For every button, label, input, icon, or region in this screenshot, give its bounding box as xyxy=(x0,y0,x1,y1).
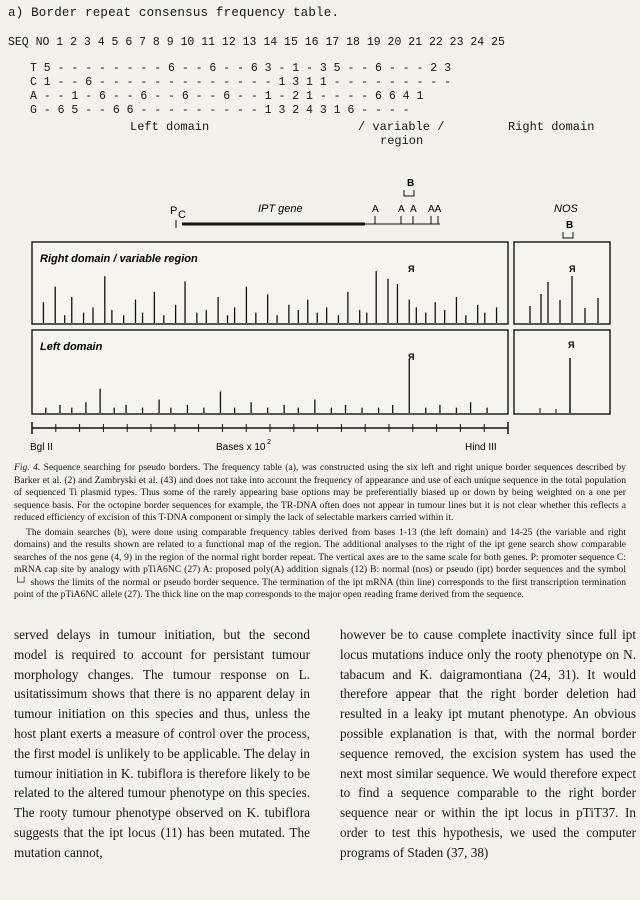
caption-text-1: Sequence searching for pseudo borders. The frequency table (a), was constructed using the six left and right unique border sequences described by Barker et al. (2) and Zambryski et al. (43) and does not take into account the frequency of appearance and use of each unique sequence in the total population of sequenced Ti plasmid types. Thus some of the rarely appearing base options may be preferentially biased up or down by being weighted on a one per sequence basis. For the octopine border sequences for example, the TR-DNA often does not appear in tumour lines but it is not clear whether this reflects a reduced efficiency of excision of this T-DNA component or simply the lack of selectable markers carried within it. xyxy=(14,462,626,523)
body-column-right: however be to cause complete inactivity since full ipt locus mutations induce only the rooty phenotype on N. tabacum and K. daigramontiana (24, 31). It would therefore appear that the right border deletion had resulted in a leaky ipt mutant phenotype. An obvious possible explanation is that, with the normal border sequence removed, the excision system has used the next most similar sequence. We would therefore expect to find a sequence comparable to the right border sequence near or within the ipt locus in pTiT37. In order to test this hypothesis, we used the computer programs of Staden (37, 38) xyxy=(340,627,636,860)
panel-top-label: Right domain / variable region xyxy=(40,253,198,265)
variable-region-label-2: region xyxy=(380,134,424,148)
panel-bottom-label: Left domain xyxy=(40,341,103,353)
table-row-c: C 1 - - 6 - - - - - - - - - - - - - 1 3 1 1 - - - - - - - - - xyxy=(30,76,451,89)
nos-border-b-mark: B xyxy=(566,220,574,231)
table-title: a) Border repeat consensus frequency table. xyxy=(8,6,340,20)
hind-label: Hind III xyxy=(465,442,497,453)
nos-left-panel xyxy=(514,330,610,414)
polya-mark-4: AA xyxy=(428,204,442,215)
polya-mark-2: A xyxy=(398,204,405,215)
bases-label: Bases x 10 xyxy=(216,442,266,453)
panel-top-b-mark: Я xyxy=(408,264,415,274)
ipt-gene-label: IPT gene xyxy=(258,203,303,215)
bgl-label: Bgl II xyxy=(30,442,53,453)
nos-right-panel xyxy=(514,242,610,324)
left-domain-label: Left domain xyxy=(130,120,210,134)
caption-para-1 xyxy=(14,462,626,525)
left-domain-panel xyxy=(32,330,508,414)
polya-mark-1: A xyxy=(372,204,379,215)
body-column-left: served delays in tumour initiation, but the second model is required to account for persistant tumour morphology changes. The tumour response on L. usitatissimum shows that there is no apparent delay in tumour initiation on this species and thus, unless the host plant exerts a measure of control over the process, the first model is unlikely to be applicable. The delay in tumour initiation in K. tubiflora is therefore likely to be related to the altered tumour phenotype on this species. The rooty tumour phenotype observed on K. tubiflora suggests that the ipt locus (11) has been mutated. The mutation cannot, xyxy=(14,627,310,860)
nos-label: NOS xyxy=(554,203,578,215)
bases-exponent: 2 xyxy=(267,439,271,446)
polya-mark-3: A xyxy=(410,204,417,215)
table-row-t: T 5 - - - - - - - - 6 - - 6 - - 6 3 - 1 - 3 5 - - 6 - - - 2 3 xyxy=(30,62,451,75)
table-header: SEQ NO 1 2 3 4 5 6 7 8 9 10 11 12 13 14 15 16 17 18 19 20 21 22 23 24 25 xyxy=(8,36,505,49)
gene-map-figure xyxy=(0,160,640,460)
caption-fig-label: Fig. 4. xyxy=(14,462,41,473)
promoter-label: P xyxy=(170,205,178,217)
nos-top-b-mark: Я xyxy=(569,264,576,274)
caption-para-2: The domain searches (b), were done using comparable frequency tables derived from bases 1-13 (the left domain) and 14-25 (the variable and right domains) and the results shown are related to a functional map of the region. The additional analyses to the right of the ipt gene search show comparable searches of the nos gene (4, 9) in the region of the normal right border repeat. The vertical axes are to the same scale for both genes. P: promoter sequence C: mRNA cap site by analogy with pTiA6NC (27) A: proposed poly(A) addition signals (12) B: normal (nos) or pseudo (ipt) border sequences and the symbol └┘ shows the limits of the normal or pseudo border sequence. The termination of the ipt mRNA (thin line) corresponds to the first transcription termination point of the pTiA6NC allele (27). The thick line on the map corresponds to the major open reading frame derived from the sequence. xyxy=(14,526,626,600)
border-b-mark: B xyxy=(407,178,415,189)
nos-bottom-b-mark: Я xyxy=(568,340,575,350)
border-limit-symbol xyxy=(404,190,414,196)
figure-caption xyxy=(14,462,626,604)
table-row-g: G - 6 5 - - 6 6 - - - - - - - - - 1 3 2 4 3 1 6 - - - - xyxy=(30,104,410,117)
cap-site-label: C xyxy=(178,209,186,221)
panel-bottom-b-mark: Я xyxy=(408,352,415,362)
right-domain-label: Right domain xyxy=(508,120,595,134)
table-row-a: A - - 1 - 6 - - 6 - - 6 - - 6 - - 1 - 2 1 - - - - 6 6 4 1 xyxy=(30,90,424,103)
variable-region-label: / variable / xyxy=(358,120,445,134)
